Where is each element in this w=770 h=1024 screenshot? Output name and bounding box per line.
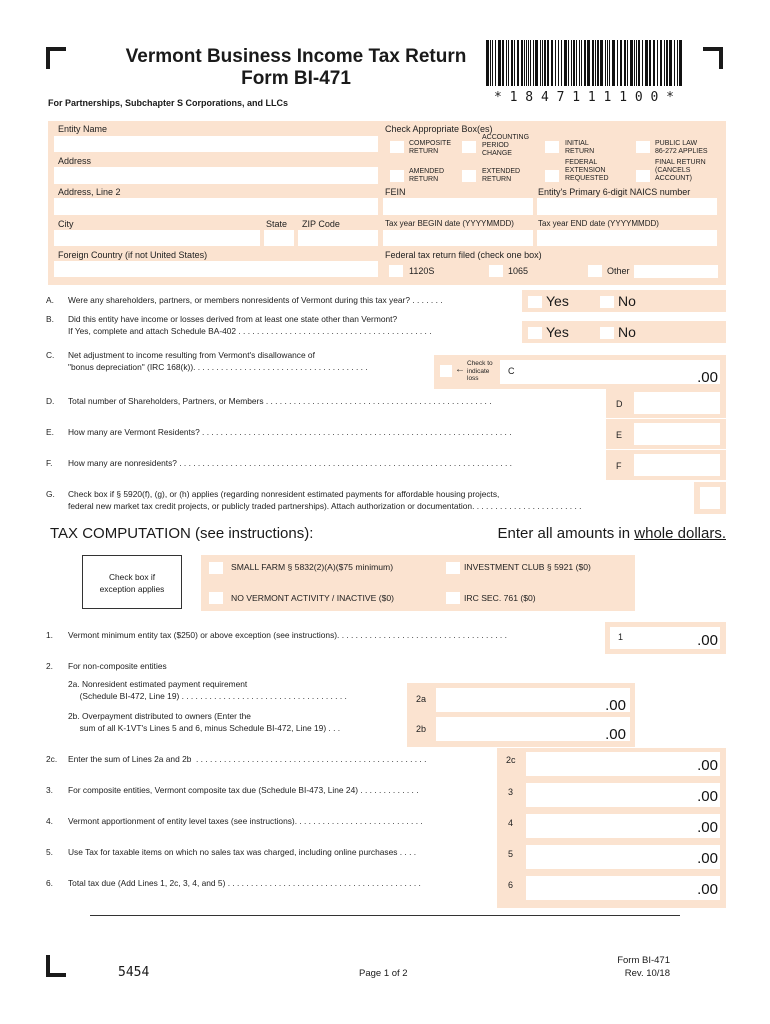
question-a-letter: A.	[46, 295, 54, 305]
barcode-bar	[579, 40, 580, 86]
barcode-bar	[669, 40, 672, 86]
barcode-bar	[514, 40, 515, 86]
barcode-bar	[486, 40, 489, 86]
question-f-field[interactable]	[634, 454, 720, 476]
barcode-bar	[617, 40, 618, 86]
line-2b-amount: .00	[605, 726, 626, 743]
question-a-no-checkbox[interactable]	[600, 296, 614, 308]
naics-field[interactable]	[537, 198, 717, 215]
line-1-text: Vermont minimum entity tax ($250) or above exception (see instructions). . . . . . . . . . . . . . . . . . . . . . . . . . . . . . . . . . . . .	[68, 630, 507, 640]
question-e-letter: E.	[46, 427, 54, 437]
federal-extension-label: FEDERAL EXTENSION REQUESTED	[565, 159, 609, 182]
barcode-bar	[587, 40, 590, 86]
question-a-yes-checkbox[interactable]	[528, 296, 542, 308]
exception-label: Check box if exception applies	[99, 572, 165, 594]
line-2c-text: Enter the sum of Lines 2a and 2b . . . . . . . . . . . . . . . . . . . . . . . . . . . . . . . . . . . . . . . . . . . . . . . . . .	[68, 754, 427, 764]
question-e-box-id: E	[616, 430, 623, 440]
corner-mark-bottom-left	[46, 955, 66, 977]
final-return-checkbox[interactable]	[636, 170, 650, 182]
barcode-bar	[544, 40, 546, 86]
question-b-yes-label: Yes	[546, 324, 569, 340]
investment-club-checkbox[interactable]	[446, 562, 460, 574]
question-d-letter: D.	[46, 396, 55, 406]
amended-return-checkbox[interactable]	[390, 170, 404, 182]
barcode-bar	[526, 40, 527, 86]
line-5-number: 5.	[46, 847, 53, 857]
question-g-letter: G.	[46, 489, 55, 499]
barcode-bar	[517, 40, 519, 86]
barcode-bar	[634, 40, 635, 86]
line-6-box-id: 6	[508, 880, 514, 890]
federal-extension-checkbox[interactable]	[545, 170, 559, 182]
barcode-bar	[530, 40, 531, 86]
barcode-bar	[535, 40, 538, 86]
question-c-letter: C.	[46, 350, 55, 360]
barcode-bar	[620, 40, 622, 86]
footer-code: 5454	[118, 965, 150, 980]
barcode-bar	[524, 40, 525, 86]
line-1-amount: .00	[697, 632, 718, 649]
barcode-bar	[492, 40, 493, 86]
line-2b-text: 2b. Overpayment distributed to owners (Enter the sum of all K-1VT's Lines 5 and 6, minus Schedule BI-472, Line 19) . . .	[68, 711, 341, 733]
line-2b-box-id: 2b	[416, 724, 427, 734]
bottom-divider	[90, 915, 680, 916]
barcode-bar	[555, 40, 556, 86]
barcode-bar	[592, 40, 594, 86]
other-form-label: Other	[607, 266, 630, 276]
tax-year-end-label: Tax year END date (YYYYMMDD)	[538, 219, 659, 228]
final-return-label: FINAL RETURN (CANCELS ACCOUNT)	[655, 159, 706, 182]
other-form-checkbox[interactable]	[588, 265, 602, 277]
question-d-box-id: D	[616, 399, 623, 409]
foreign-country-label: Foreign Country (if not United States)	[58, 250, 208, 260]
line-3-text: For composite entities, Vermont composite tax due (Schedule BI-473, Line 24) . . . . . . . . . . . . .	[68, 785, 419, 795]
accounting-period-checkbox[interactable]	[462, 141, 476, 153]
line-6-amount: .00	[697, 881, 718, 898]
line-2-text: For non-composite entities	[68, 661, 167, 671]
barcode-bar	[498, 40, 501, 86]
whole-dollars-underlined: whole dollars.	[634, 525, 726, 542]
barcode-bar	[627, 40, 628, 86]
zip-label: ZIP Code	[302, 219, 340, 229]
entity-name-field[interactable]	[54, 136, 378, 152]
naics-label: Entity's Primary 6-digit NAICS number	[538, 187, 691, 197]
initial-return-checkbox[interactable]	[545, 141, 559, 153]
line-2a-text: 2a. Nonresident estimated payment requirement (Schedule BI-472, Line 19) . . . . . . . . . . . . . . . . . . . . . . . . . . . . . . . . . . . .	[68, 679, 347, 701]
extended-return-checkbox[interactable]	[462, 170, 476, 182]
tax-year-end-field[interactable]	[537, 230, 717, 246]
irc761-checkbox[interactable]	[446, 592, 460, 604]
barcode-bar	[584, 40, 586, 86]
question-c-loss-label: Check to indicate loss	[467, 360, 493, 382]
line-4-amount: .00	[697, 819, 718, 836]
whole-dollars-note	[498, 525, 726, 542]
barcode-bar	[571, 40, 572, 86]
federal-filed-label: Federal tax return filed (check one box)	[385, 250, 542, 260]
barcode-bar	[551, 40, 553, 86]
initial-return-label: INITIAL RETURN	[565, 140, 595, 155]
barcode-bar	[511, 40, 513, 86]
city-field[interactable]	[54, 230, 260, 246]
accounting-period-label: ACCOUNTING PERIOD CHANGE	[482, 134, 530, 157]
fein-field[interactable]	[383, 198, 533, 215]
question-c-text: Net adjustment to income resulting from Vermont's disallowance of "bonus depreciation" (IRC 168(k)). . . . . . . . . . . . . . . . . . . . . . . . . . . . . . . . . . . . . .	[68, 350, 368, 372]
barcode-bar	[612, 40, 615, 86]
question-b-letter: B.	[46, 314, 54, 324]
barcode-bar	[564, 40, 567, 86]
footer-rev: Rev. 10/18	[624, 968, 670, 979]
line-2a-box-id: 2a	[416, 694, 427, 704]
line-2-number: 2.	[46, 661, 53, 671]
line-4-text: Vermont apportionment of entity level taxes (see instructions). . . . . . . . . . . . . . . . . . . . . . . . . . . .	[68, 816, 423, 826]
line-5-text: Use Tax for taxable items on which no sales tax was charged, including online purchases . . . .	[68, 847, 417, 857]
irc761-label: IRC SEC. 761 ($0)	[464, 593, 536, 603]
question-b-text: Did this entity have income or losses derived from at least one state other than Vermont? If Yes, complete and attach Schedule BA-402 . . . . . . . . . . . . . . . . . . . . . . . . . . . . . . . . . . . . . . . . . .	[68, 314, 432, 336]
form-1065-checkbox[interactable]	[489, 265, 503, 277]
line-2c-number: 2c.	[46, 754, 58, 764]
barcode-bar	[677, 40, 678, 86]
barcode-bar	[573, 40, 575, 86]
form-subtitle: For Partnerships, Subchapter S Corporations, and LLCs	[48, 98, 289, 108]
barcode-bar	[542, 40, 543, 86]
address2-field[interactable]	[54, 198, 378, 215]
barcode-bar	[630, 40, 633, 86]
whole-dollars-prefix: Enter all amounts in	[497, 525, 635, 542]
barcode-bar	[528, 40, 529, 86]
barcode-bar	[540, 40, 541, 86]
address-field[interactable]	[54, 167, 378, 184]
line-5-box-id: 5	[508, 849, 514, 859]
question-f-box-id: F	[616, 461, 622, 471]
composite-return-label: COMPOSITE RETURN	[409, 140, 452, 155]
line-5-amount: .00	[697, 850, 718, 867]
question-a-text: Were any shareholders, partners, or members nonresidents of Vermont during this tax year? . . . . . . .	[68, 295, 443, 305]
barcode-bar	[607, 40, 608, 86]
small-farm-label: SMALL FARM § 5832(2)(A)($75 minimum)	[231, 562, 394, 572]
question-d-field[interactable]	[634, 392, 720, 414]
zip-field[interactable]	[298, 230, 378, 246]
state-label: State	[266, 219, 288, 229]
check-boxes-heading: Check Appropriate Box(es)	[385, 124, 493, 134]
barcode-bar	[495, 40, 496, 86]
question-b-no-label: No	[618, 324, 636, 340]
barcode-bar	[502, 40, 504, 86]
barcode-bar	[636, 40, 637, 86]
barcode-bar	[624, 40, 626, 86]
barcode-bar	[653, 40, 655, 86]
form-1065-label: 1065	[508, 266, 529, 276]
investment-club-label: INVESTMENT CLUB § 5921 ($0)	[464, 562, 591, 572]
line-4-number: 4.	[46, 816, 53, 826]
barcode-bar	[674, 40, 675, 86]
barcode-bar	[679, 40, 682, 86]
barcode-bar	[666, 40, 668, 86]
foreign-country-field[interactable]	[54, 261, 378, 277]
question-b-no-checkbox[interactable]	[600, 327, 614, 339]
barcode-bar	[595, 40, 596, 86]
barcode-bar	[642, 40, 643, 86]
form-1120s-checkbox[interactable]	[389, 265, 403, 277]
form-1120s-label: 1120S	[409, 266, 435, 276]
barcode-bar	[581, 40, 582, 86]
tax-computation-heading: TAX COMPUTATION (see instructions):	[50, 525, 314, 542]
question-e-field[interactable]	[634, 423, 720, 445]
footer-form: Form BI-471	[617, 955, 670, 966]
question-a-yes-label: Yes	[546, 293, 569, 309]
line-3-amount: .00	[697, 788, 718, 805]
other-form-field[interactable]	[634, 265, 718, 278]
barcode-bar	[508, 40, 509, 86]
barcode-bar	[597, 40, 599, 86]
line-1-number: 1.	[46, 630, 53, 640]
composite-return-checkbox[interactable]	[390, 141, 404, 153]
barcode-bar	[609, 40, 610, 86]
question-c-box-id: C	[508, 366, 515, 376]
line-4-box-id: 4	[508, 818, 514, 828]
barcode-bar	[600, 40, 603, 86]
line-3-box-id: 3	[508, 787, 514, 797]
question-e-text: How many are Vermont Residents? . . . . . . . . . . . . . . . . . . . . . . . . . . . . . . . . . . . . . . . . . . . . . . . . . . . . . . . . . . . . . . . . . . .	[68, 427, 512, 437]
question-d-text: Total number of Shareholders, Partners, or Members . . . . . . . . . . . . . . . . . . . . . . . . . . . . . . . . . . . . . . . . . . . . . . . . .	[68, 396, 492, 406]
line-6-text: Total tax due (Add Lines 1, 2c, 3, 4, and 5) . . . . . . . . . . . . . . . . . . . . . . . . . . . . . . . . . . . . . . . . . .	[68, 878, 421, 888]
barcode-bar	[638, 40, 640, 86]
question-f-letter: F.	[46, 458, 53, 468]
barcode-bar	[521, 40, 523, 86]
barcode-text: * 1 8 4 7 1 1 1 1 0 0 *	[493, 90, 674, 105]
address2-label: Address, Line 2	[58, 187, 121, 197]
question-c-amount: .00	[697, 369, 718, 386]
line-2a-amount: .00	[605, 697, 626, 714]
public-law-checkbox[interactable]	[636, 141, 650, 153]
footer-page: Page 1 of 2	[359, 968, 408, 979]
question-f-text: How many are nonresidents? . . . . . . . . . . . . . . . . . . . . . . . . . . . . . . . . . . . . . . . . . . . . . . . . . . . . . . . . . . . . . . . . . . . . . . . .	[68, 458, 512, 468]
public-law-label: PUBLIC LAW 86-272 APPLIES	[655, 140, 708, 155]
corner-mark-top-right	[703, 47, 723, 69]
entity-name-label: Entity Name	[58, 124, 108, 134]
barcode-bar	[558, 40, 559, 86]
extended-return-label: EXTENDED RETURN	[482, 168, 521, 183]
line-2c-amount: .00	[697, 757, 718, 774]
barcode-bar	[490, 40, 491, 86]
no-activity-checkbox[interactable]	[209, 592, 223, 604]
form-number: Form BI-471	[241, 68, 351, 89]
barcode-bar	[664, 40, 665, 86]
corner-mark-top-left	[46, 47, 66, 69]
tax-year-begin-label: Tax year BEGIN date (YYYYMMDD)	[385, 219, 514, 228]
question-c-loss-checkbox[interactable]	[440, 365, 452, 377]
barcode-bar	[547, 40, 549, 86]
question-a-no-label: No	[618, 293, 636, 309]
barcode-bar	[660, 40, 662, 86]
line-1-box-id: 1	[618, 632, 624, 642]
barcode	[484, 40, 684, 88]
question-b-yes-checkbox[interactable]	[528, 327, 542, 339]
question-g-checkbox[interactable]	[700, 487, 720, 509]
barcode-bar	[506, 40, 507, 86]
barcode-bar	[645, 40, 648, 86]
arrow-left-icon: ←	[455, 364, 465, 375]
line-3-number: 3.	[46, 785, 53, 795]
barcode-bar	[568, 40, 569, 86]
line-6-number: 6.	[46, 878, 53, 888]
line-2c-box-id: 2c	[506, 755, 516, 765]
form-title: Vermont Business Income Tax Return	[125, 46, 467, 67]
amended-return-label: AMENDED RETURN	[409, 168, 445, 183]
city-label: City	[58, 219, 74, 229]
state-field[interactable]	[264, 230, 294, 246]
barcode-bar	[561, 40, 562, 86]
tax-year-begin-field[interactable]	[383, 230, 533, 246]
small-farm-checkbox[interactable]	[209, 562, 223, 574]
barcode-bar	[657, 40, 658, 86]
fein-label: FEIN	[385, 187, 406, 197]
barcode-bar	[649, 40, 651, 86]
barcode-bar	[605, 40, 606, 86]
barcode-bar	[533, 40, 534, 86]
address-label: Address	[58, 156, 92, 166]
barcode-bar	[576, 40, 577, 86]
question-g-text: Check box if § 5920(f), (g), or (h) applies (regarding nonresident estimated payments for affordable housing projects, federal new market tax credit projects, or publicly traded partnerships). Attach authorization or documentation. . . . . . . . . . . . . . . . . . . . . . . .	[68, 489, 582, 511]
no-activity-label: NO VERMONT ACTIVITY / INACTIVE ($0)	[231, 593, 394, 603]
